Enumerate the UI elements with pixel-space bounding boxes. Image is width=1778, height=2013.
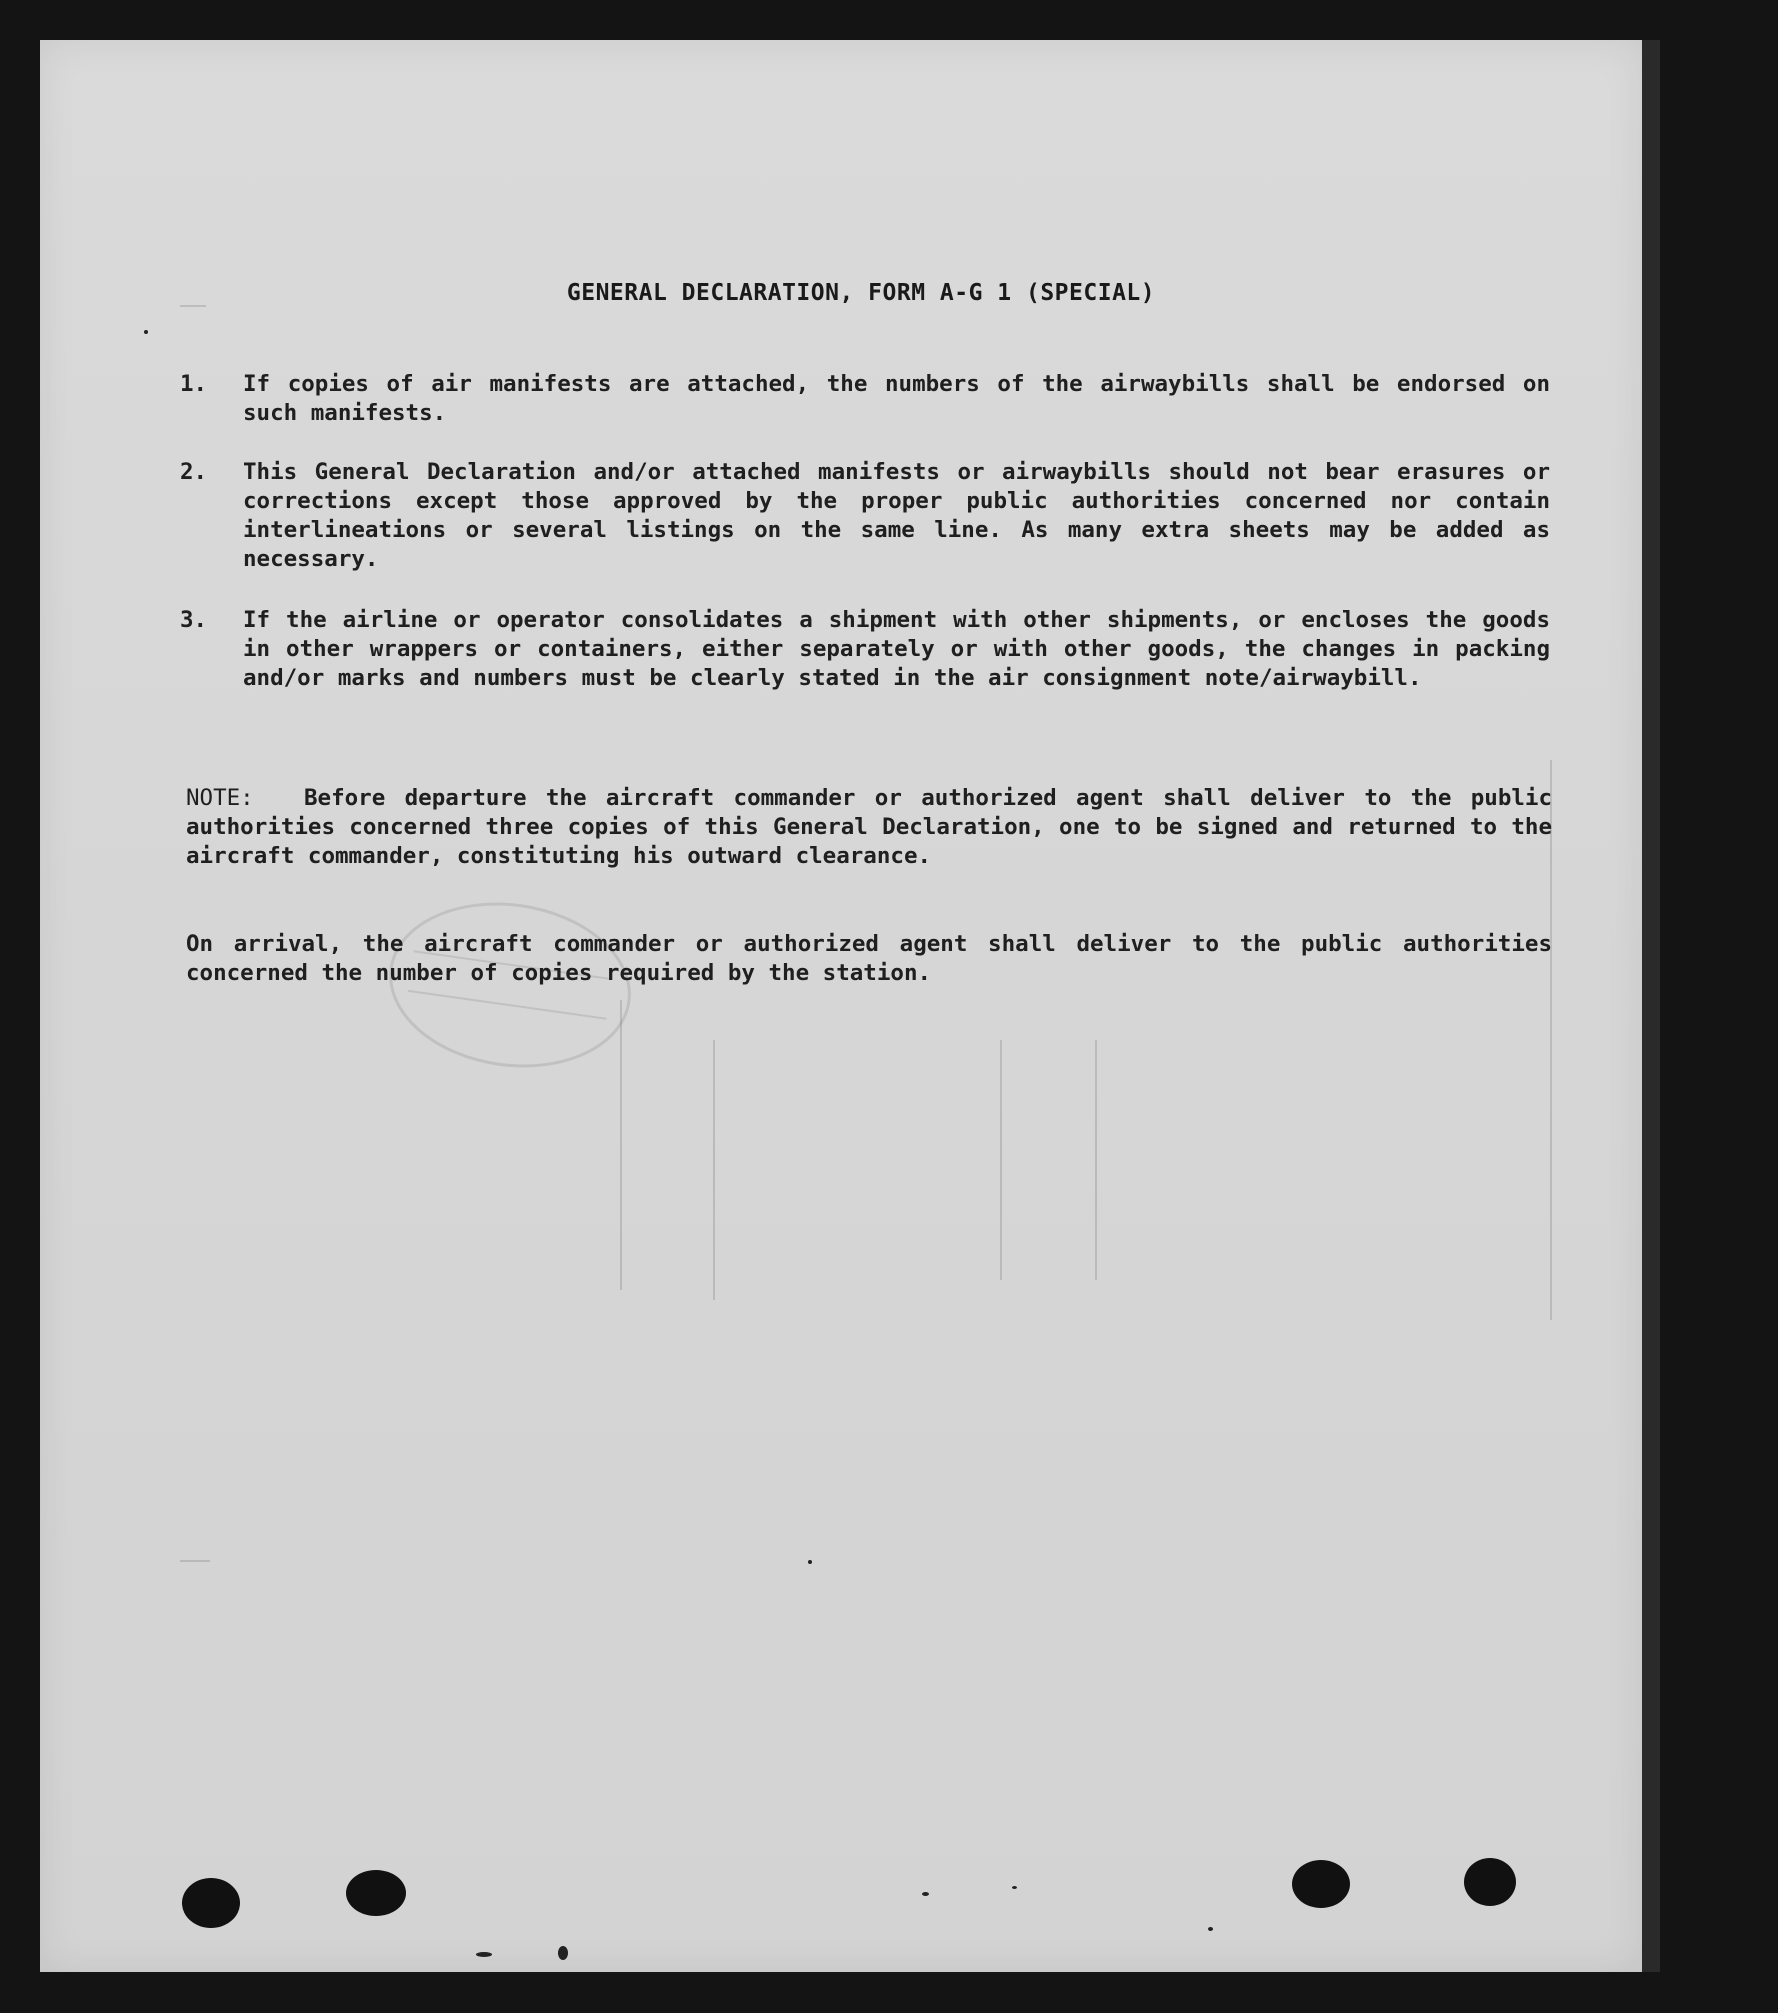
- item-number: 1.: [180, 371, 208, 397]
- note-text: Before departure the aircraft commander or authorized agent shall deliver to the public authorities concerned three copies of this General Declaration, one to be signed and returned to the aircraft commander, constituting his outward clearance.: [186, 785, 1552, 869]
- punch-hole: [182, 1878, 240, 1928]
- show-through-line: [1000, 1040, 1002, 1280]
- speck: [558, 1946, 568, 1960]
- punch-hole: [1292, 1860, 1350, 1908]
- speck: [476, 1952, 492, 1957]
- speck: [922, 1892, 929, 1896]
- document-page: [40, 40, 1642, 1972]
- paper-edge: [1640, 40, 1660, 1972]
- item-text: If copies of air manifests are attached, the numbers of the airwaybills shall be endorsed on such manifests.: [243, 371, 1550, 426]
- document-title: GENERAL DECLARATION, FORM A-G 1 (SPECIAL): [566, 280, 1156, 306]
- speck: [808, 1560, 812, 1564]
- item-text: This General Declaration and/or attached manifests or airwaybills should not bear erasures or corrections except those approved by the proper public authorities concerned nor contain interlineations or several listings on the same line. As many extra sheets may be added as necessary.: [243, 459, 1550, 572]
- speck: [1012, 1886, 1017, 1889]
- item-number: 2.: [180, 459, 208, 485]
- punch-hole: [346, 1870, 406, 1916]
- item-number: 3.: [180, 607, 208, 633]
- note-paragraph: [186, 784, 1552, 871]
- speck: [1208, 1927, 1213, 1931]
- arrival-paragraph: On arrival, the aircraft commander or authorized agent shall deliver to the public authorities concerned the number of copies required by the station.: [186, 931, 1552, 986]
- item-text: If the airline or operator consolidates a shipment with other shipments, or encloses the goods in other wrappers or containers, either separately or with other goods, the changes in packing and/or marks and numbers must be clearly stated in the air consignment note/airwaybill.: [243, 607, 1550, 691]
- show-through-line: [1095, 1040, 1097, 1280]
- punch-hole: [1464, 1858, 1516, 1906]
- note-label: NOTE:: [186, 785, 254, 811]
- speck: [144, 330, 148, 334]
- show-through-line: [713, 1040, 715, 1300]
- show-through-line: [180, 1560, 210, 1562]
